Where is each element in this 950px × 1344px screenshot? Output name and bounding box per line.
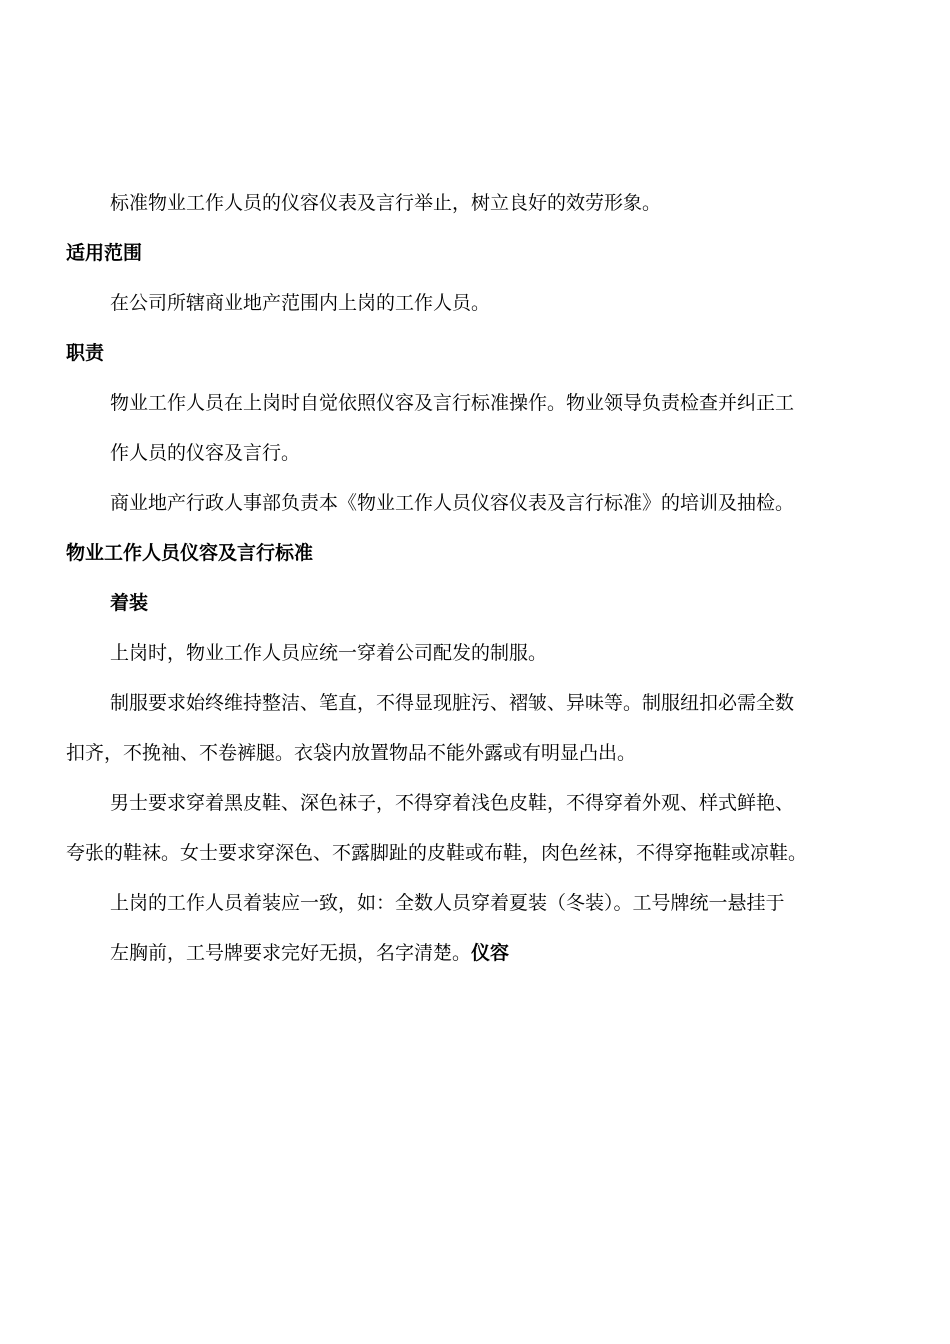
dress-p4-line2: 左胸前，工号牌要求完好无损，名字清楚。 — [110, 942, 472, 964]
dress-p2-line1: 制服要求始终维持整洁、笔直，不得显现脏污、褶皱、异味等。制服纽扣必需全数 — [110, 692, 795, 714]
scope-text: 在公司所辖商业地产范围内上岗的工作人员。 — [110, 292, 491, 314]
dress-heading: 着装 — [110, 592, 149, 614]
dress-paragraph-2 — [66, 678, 896, 778]
dress-paragraph-3 — [66, 778, 896, 878]
duties-p1-line2: 作人员的仪容及言行。 — [110, 442, 301, 464]
scope-heading: 适用范围 — [66, 242, 143, 264]
dress-paragraph-4 — [66, 878, 896, 978]
dress-p3-line1: 男士要求穿着黑皮鞋、深色袜子，不得穿着浅色皮鞋，不得穿着外观、样式鲜艳、 — [110, 792, 795, 814]
standards-heading: 物业工作人员仪容及言行标准 — [66, 542, 314, 564]
dress-p3-line2: 夸张的鞋袜。女士要求穿深色、不露脚趾的皮鞋或布鞋，肉色丝袜，不得穿拖鞋或凉鞋。 — [66, 842, 808, 864]
dress-p2-line2: 扣齐，不挽袖、不卷裤腿。衣袋内放置物品不能外露或有明显凸出。 — [66, 742, 637, 764]
dress-p4-line2-wrapper — [66, 928, 896, 978]
dress-p4-line1: 上岗的工作人员着装应一致，如：全数人员穿着夏装（冬装）。工号牌统一悬挂于 — [110, 892, 785, 914]
appearance-heading-inline: 仪容 — [471, 942, 510, 964]
dress-paragraph-1: 上岗时，物业工作人员应统一穿着公司配发的制服。 — [110, 642, 548, 664]
duties-paragraph-1 — [66, 378, 896, 478]
purpose-text: 标准物业工作人员的仪容仪表及言行举止，树立良好的效劳形象。 — [110, 192, 662, 214]
document-page — [66, 178, 896, 978]
duties-p1-line1: 物业工作人员在上岗时自觉依照仪容及言行标准操作。物业领导负责检查并纠正工 — [110, 392, 795, 414]
duties-paragraph-2: 商业地产行政人事部负责本《物业工作人员仪容仪表及言行标准》的培训及抽检。 — [110, 492, 795, 514]
duties-heading: 职责 — [66, 342, 105, 364]
